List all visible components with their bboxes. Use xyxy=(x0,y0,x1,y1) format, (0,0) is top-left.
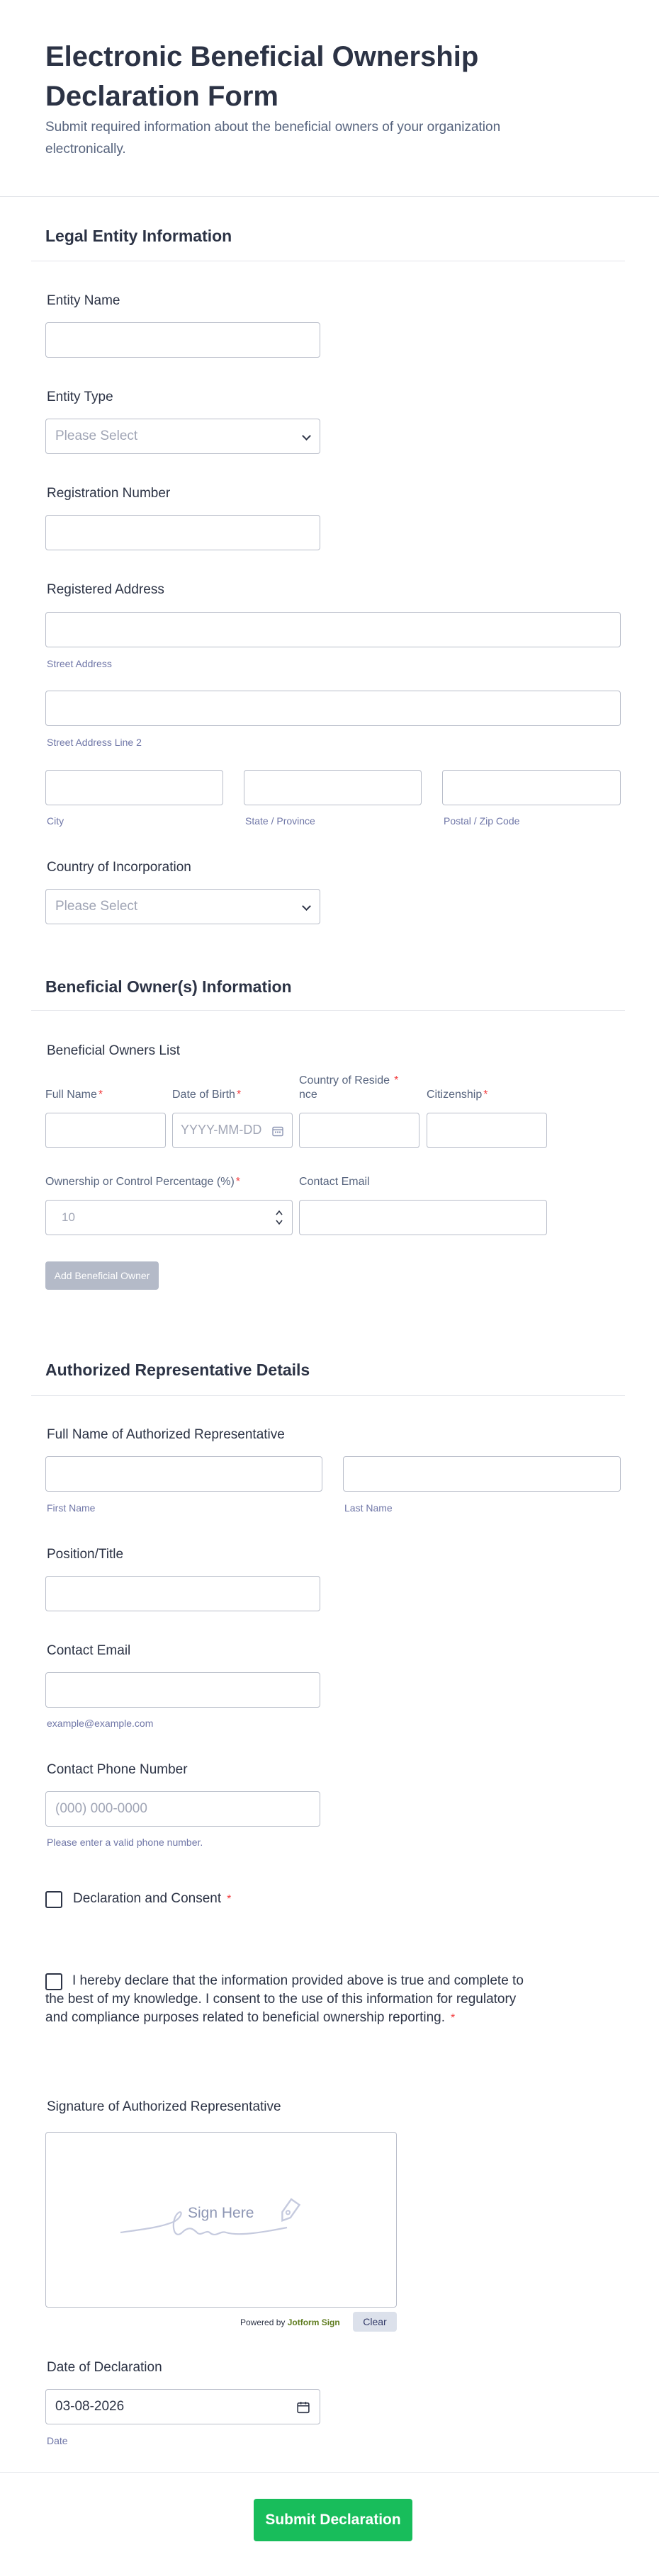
entity-type-select[interactable] xyxy=(45,419,320,454)
registered-address-label: Registered Address xyxy=(47,582,164,597)
section-divider xyxy=(31,1010,625,1011)
clear-signature-button[interactable]: Clear xyxy=(353,2312,397,2332)
entity-type-placeholder: Please Select xyxy=(55,429,138,443)
footer-divider xyxy=(0,2472,659,2473)
sign-here-text: Sign Here xyxy=(188,2205,254,2221)
ownership-percentage-input[interactable] xyxy=(45,1200,293,1235)
date-sublabel: Date xyxy=(47,2435,68,2446)
page-subtitle: Submit required information about the beneficial owners of your organization electronically. xyxy=(45,120,501,157)
date-label: Date of Declaration xyxy=(47,2360,162,2375)
first-name-sublabel: First Name xyxy=(47,1502,96,1514)
dob-placeholder: YYYY-MM-DD xyxy=(181,1123,262,1137)
add-beneficial-owner-button[interactable]: Add Beneficial Owner xyxy=(45,1261,159,1290)
state-input[interactable] xyxy=(244,770,422,805)
declaration-text: I hereby declare that the information provided above is true and complete to the best of my knowledge. I consent to the use of this information for regulatory and compliance purposes related to beneficial ownership reporting. * xyxy=(45,1973,524,2025)
position-label: Position/Title xyxy=(47,1547,124,1562)
ownership-label: Ownership or Control Percentage (%) * xyxy=(45,1176,241,1188)
owner-dob-input[interactable] xyxy=(172,1113,293,1148)
section-title-legal-entity: Legal Entity Information xyxy=(45,227,232,245)
col-country-label: Country of Reside * nce xyxy=(299,1074,399,1101)
street-address-sublabel: Street Address xyxy=(47,658,112,669)
owner-contact-email-label: Contact Email xyxy=(299,1176,370,1188)
city-sublabel: City xyxy=(47,815,64,827)
page-title: Electronic Beneficial Ownership Declaration Form xyxy=(45,41,479,112)
entity-name-label: Entity Name xyxy=(47,293,120,308)
calendar-icon xyxy=(272,1125,283,1140)
date-input[interactable] xyxy=(45,2389,320,2424)
postal-input[interactable] xyxy=(442,770,621,805)
email-sublabel: example@example.com xyxy=(47,1718,154,1729)
rep-email-label: Contact Email xyxy=(47,1643,131,1658)
phone-sublabel: Please enter a valid phone number. xyxy=(47,1837,203,1848)
city-input[interactable] xyxy=(45,770,223,805)
entity-type-label: Entity Type xyxy=(47,390,113,404)
phone-label: Contact Phone Number xyxy=(47,1762,188,1777)
street-address-input[interactable] xyxy=(45,612,621,647)
consent-label: Declaration and Consent * xyxy=(73,1891,232,1906)
submit-button[interactable]: Submit Declaration xyxy=(254,2499,412,2541)
postal-sublabel: Postal / Zip Code xyxy=(444,815,520,827)
owner-full-name-input[interactable] xyxy=(45,1113,166,1148)
owner-country-input[interactable] xyxy=(299,1113,419,1148)
section-title-authorized-rep: Authorized Representative Details xyxy=(45,1361,310,1379)
consent-checkbox[interactable] xyxy=(45,1891,62,1908)
rep-last-name-input[interactable] xyxy=(343,1456,621,1492)
rep-full-name-label: Full Name of Authorized Representative xyxy=(47,1427,285,1442)
stepper-icon[interactable] xyxy=(275,1209,283,1230)
rep-first-name-input[interactable] xyxy=(45,1456,322,1492)
chevron-down-icon xyxy=(302,431,311,441)
phone-placeholder: (000) 000-0000 xyxy=(55,1801,147,1816)
owner-citizenship-input[interactable] xyxy=(427,1113,547,1148)
rep-email-input[interactable] xyxy=(45,1672,320,1708)
section-title-beneficial-owners: Beneficial Owner(s) Information xyxy=(45,977,292,996)
owners-list-label: Beneficial Owners List xyxy=(47,1043,180,1058)
state-sublabel: State / Province xyxy=(245,815,315,827)
signature-pad[interactable] xyxy=(45,2132,397,2308)
col-citizenship-label: Citizenship * xyxy=(427,1089,488,1101)
last-name-sublabel: Last Name xyxy=(344,1502,393,1514)
country-placeholder: Please Select xyxy=(55,899,138,914)
powered-by: Powered by Jotform Sign xyxy=(240,2317,340,2327)
street-address-2-input[interactable] xyxy=(45,691,621,726)
position-input[interactable] xyxy=(45,1576,320,1611)
ownership-value: 10 xyxy=(62,1210,75,1224)
form-header xyxy=(0,0,659,197)
signature-label: Signature of Authorized Representative xyxy=(47,2099,281,2114)
registration-number-label: Registration Number xyxy=(47,486,171,501)
registration-number-input[interactable] xyxy=(45,515,320,550)
phone-input[interactable] xyxy=(45,1791,320,1827)
col-full-name-label: Full Name * xyxy=(45,1089,103,1101)
street-address-2-sublabel: Street Address Line 2 xyxy=(47,737,142,748)
section-divider xyxy=(31,1395,625,1396)
col-dob-label: Date of Birth * xyxy=(172,1089,242,1101)
date-value: 03-08-2026 xyxy=(55,2399,125,2414)
chevron-down-icon xyxy=(302,902,311,911)
calendar-icon[interactable] xyxy=(297,2401,310,2417)
signature-scribble-icon xyxy=(117,2194,315,2247)
country-select[interactable] xyxy=(45,889,320,924)
entity-name-input[interactable] xyxy=(45,322,320,358)
country-label: Country of Incorporation xyxy=(47,860,191,875)
owner-contact-email-input[interactable] xyxy=(299,1200,547,1235)
